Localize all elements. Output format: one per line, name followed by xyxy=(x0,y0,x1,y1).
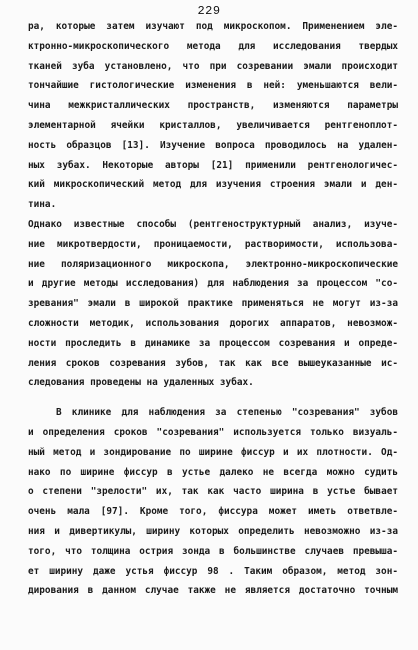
paragraph xyxy=(28,215,398,393)
text-line: ние поляризационного микроскопа, электронно-микроскопические xyxy=(28,258,398,270)
text-line: ления сроков созревания зубов, так как все вышеуказанные ис- xyxy=(28,357,398,369)
text-line: ра, которые затем изучают под микроскопом. Применением эле- xyxy=(28,21,398,32)
text-line: нако по ширине фиссур в устье далеко не всегда можно судить xyxy=(28,466,398,478)
text-line: тончайшие гистологические изменения в ней: уменьшаются вели- xyxy=(28,80,398,92)
text-line: и определения сроков "созревания" используется только визуаль- xyxy=(28,426,398,438)
text-line: ктронно-микроскопического метода для исследования твердых xyxy=(28,40,398,52)
text-line: ние микротвердости, проницаемости, растворимости, использова- xyxy=(28,238,398,250)
page-number: 229 xyxy=(197,4,221,18)
text-line: Однако известные способы (рентгеноструктурный анализ, изуче- xyxy=(28,218,398,230)
text-line: сложности методик, использования дорогих аппаратов, невозмож- xyxy=(28,317,398,329)
text-line: ность образцов [13]. Изучение вопроса проводилось на удален- xyxy=(28,139,398,151)
text-line: дирования в данном случае также не является достаточно точным xyxy=(28,585,398,597)
text-line: В клинике для наблюдения за степенью "созревания" зубов xyxy=(56,407,398,419)
text-line: чина межкристаллических пространств, изменяются параметры xyxy=(28,100,398,112)
text-line: ных зубах. Некоторые авторы [21] применили рентгенологичес- xyxy=(28,159,398,171)
text-line: ный метод и зондирование по ширине фиссур и их плотности. Од- xyxy=(28,446,398,458)
text-line: ет ширину даже устья фиссур 98 . Таким образом, метод зон- xyxy=(28,565,398,577)
paragraph xyxy=(28,403,398,601)
text-line: и другие методы исследования) для наблюдения за процессом "со- xyxy=(28,278,398,290)
text-line: того, что толщина острия зонда в большинстве случаев превыша- xyxy=(28,545,398,557)
text-line: кий микроскопический метод для изучения строения эмали и ден- xyxy=(28,179,398,191)
text-line: элементарной ячейки кристаллов, увеличивается рентгеноплот- xyxy=(28,119,398,131)
text-line: о степени "зрелости" их, так как часто ширина в устье бывает xyxy=(28,486,398,498)
text-line: тина. xyxy=(28,199,57,211)
text-line: зревания" эмали в широкой практике применяться не могут из-за xyxy=(28,298,398,310)
text-line: ности проследить в динамике за процессом созревания и опреде- xyxy=(28,337,398,349)
text-line: следования проведены на удаленных зубах. xyxy=(28,377,254,389)
body-text xyxy=(28,17,398,601)
paragraph-gap xyxy=(28,393,398,403)
text-line: очень мала [97]. Кроме того, фиссура может иметь ответвле- xyxy=(28,506,398,518)
text-line: тканей зуба установлено, что при созревании эмали происходит xyxy=(28,60,398,72)
text-line: ния и дивертикулы, ширину которых определить невозможно из-за xyxy=(28,525,398,537)
paragraph xyxy=(28,17,398,215)
